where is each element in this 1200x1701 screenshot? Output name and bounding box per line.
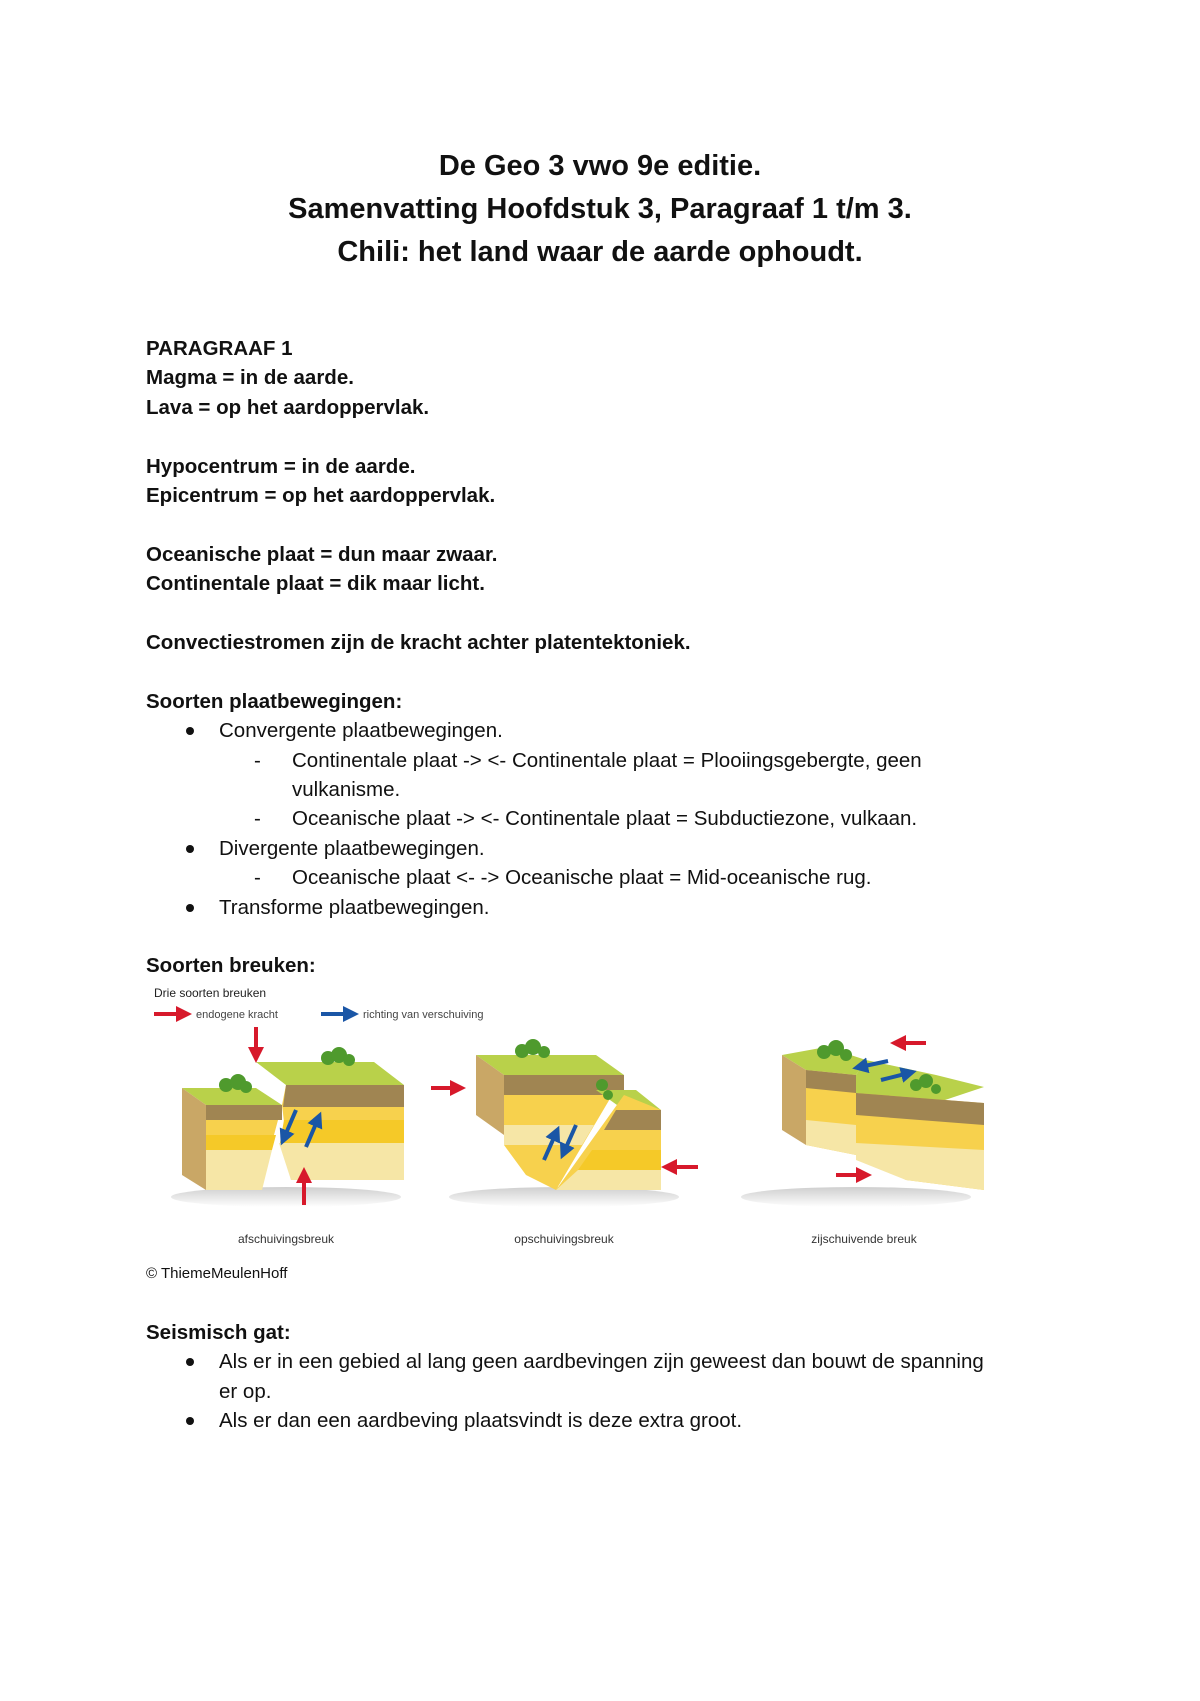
legend-red-label: endogene kracht [196, 1009, 278, 1021]
list-item-text: Als er in een gebied al lang geen aardbevingen zijn geweest dan bouwt de spanning [219, 1350, 984, 1374]
zijschuivende-breuk-diagram [741, 1040, 984, 1246]
list-item-text: Divergente plaatbewegingen. [219, 836, 485, 860]
list-item-text: Convergente plaatbewegingen. [219, 719, 503, 743]
sub-list-item-text: Continentale plaat -> <- Continentale plaat = Plooiingsgebergte, geen [292, 748, 922, 772]
sub-list [219, 863, 1066, 892]
plaatbewegingen-heading: Soorten plaatbewegingen: [146, 689, 403, 713]
text-line: Continentale plaat = dik maar licht. [146, 572, 485, 596]
diagram-label: zijschuivende breuk [811, 1232, 917, 1246]
afschuivingsbreuk-diagram [171, 1027, 404, 1246]
breuken-figure [146, 985, 1026, 1255]
figure-credit: © ThiemeMeulenHoff [146, 1265, 288, 1282]
sub-list-item [219, 863, 1066, 892]
list-item [146, 834, 1066, 893]
title-line-1: De Geo 3 vwo 9e editie. [438, 150, 762, 182]
text-line: Magma = in de aarde. [146, 366, 354, 390]
list-item [146, 1406, 1066, 1435]
sub-list-item-text: Oceanische plaat <- -> Oceanische plaat = Mid-oceanische rug. [292, 866, 872, 890]
figure-title: Drie soorten breuken [154, 986, 267, 1000]
seismisch-list [146, 1347, 1066, 1435]
text-line: Epicentrum = op het aardoppervlak. [146, 484, 496, 508]
section-paragraaf-1 [146, 334, 1066, 981]
sub-list-item-text: Oceanische plaat -> <- Continentale plaat = Subductiezone, vulkaan. [292, 807, 918, 831]
text-line: Hypocentrum = in de aarde. [146, 454, 416, 478]
title-line-3: Chili: het land waar de aarde ophoudt. [337, 236, 863, 268]
list-item-text: Als er dan een aardbeving plaatsvindt is deze extra groot. [219, 1409, 743, 1433]
title-line-2: Samenvatting Hoofdstuk 3, Paragraaf 1 t/m 3. [288, 193, 912, 225]
diagram-label: afschuivingsbreuk [237, 1232, 335, 1246]
text-line: Oceanische plaat = dun maar zwaar. [146, 542, 498, 566]
sub-list [219, 746, 1066, 834]
seismisch-heading: Seismisch gat: [146, 1321, 291, 1344]
text-line: Lava = op het aardoppervlak. [146, 395, 430, 419]
plaatbewegingen-list [146, 716, 1066, 922]
opschuivingsbreuk-diagram [431, 1039, 698, 1246]
sub-list-item [219, 746, 1066, 805]
list-item-text: er op. [219, 1379, 272, 1403]
breuken-heading: Soorten breuken: [146, 954, 316, 978]
list-item-text: Transforme plaatbewegingen. [219, 895, 490, 919]
list-item [146, 893, 1066, 922]
sub-list-item [219, 804, 1066, 833]
diagram-label: opschuivingsbreuk [514, 1232, 614, 1246]
text-line: Convectiestromen zijn de kracht achter platentektoniek. [146, 631, 691, 655]
legend-blue-label: richting van verschuiving [363, 1009, 484, 1021]
sub-list-item-text: vulkanisme. [292, 778, 401, 802]
section-heading: PARAGRAAF 1 [146, 337, 293, 360]
document-title [0, 145, 1200, 274]
list-item [146, 716, 1066, 834]
section-seismisch-gat [146, 1318, 1066, 1436]
list-item [146, 1347, 1066, 1406]
